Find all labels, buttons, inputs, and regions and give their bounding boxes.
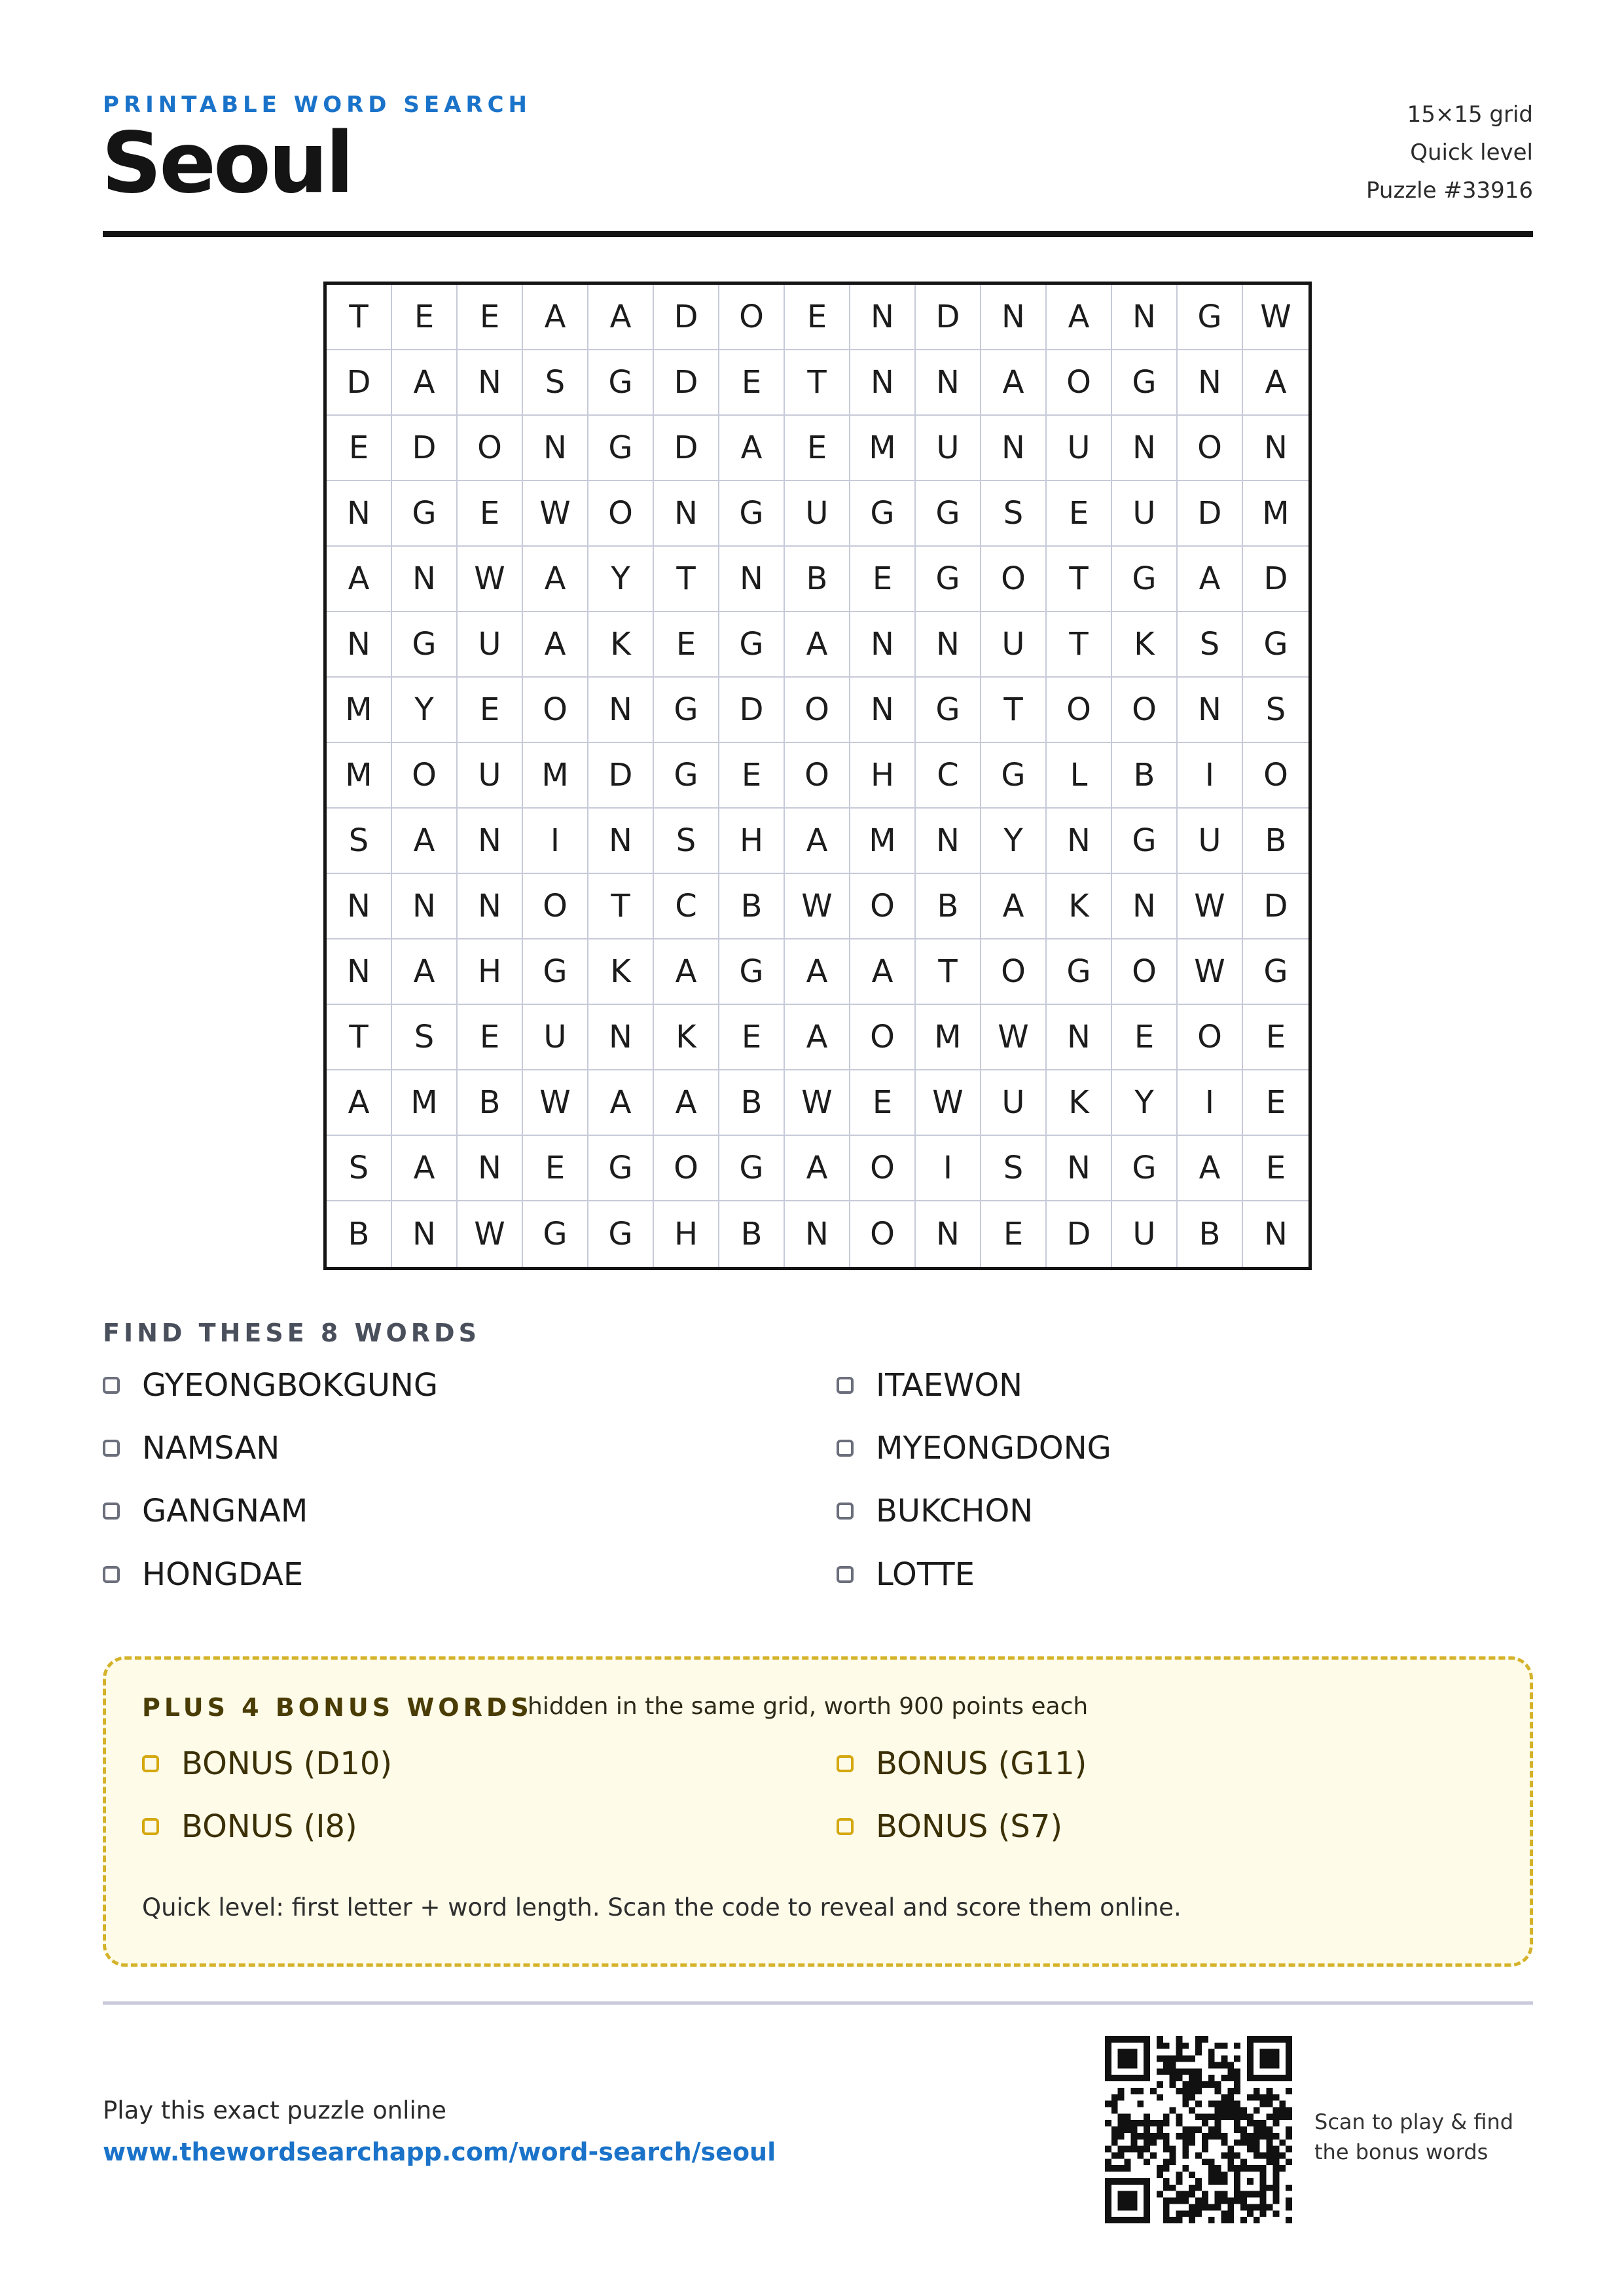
checkbox-icon[interactable] — [837, 1818, 854, 1835]
grid-cell[interactable]: N — [588, 678, 654, 743]
grid-cell[interactable]: O — [1047, 678, 1112, 743]
grid-cell[interactable]: D — [1243, 874, 1308, 939]
grid-cell[interactable]: E — [654, 612, 719, 678]
grid-cell[interactable]: E — [1243, 1070, 1308, 1136]
grid-cell[interactable]: B — [916, 874, 981, 939]
grid-cell[interactable]: N — [1178, 350, 1243, 416]
grid-cell[interactable]: T — [327, 285, 392, 350]
grid-cell[interactable]: O — [458, 416, 523, 481]
scan-line-1: Scan to play & find — [1314, 2109, 1514, 2134]
grid-cell[interactable]: E — [523, 1136, 588, 1201]
word-item[interactable] — [103, 1430, 280, 1467]
grid-cell[interactable]: G — [588, 350, 654, 416]
grid-cell[interactable]: N — [1047, 1005, 1112, 1070]
grid-cell[interactable]: A — [981, 350, 1047, 416]
grid-cell[interactable]: G — [719, 939, 785, 1005]
word-label: MYEONGDONG — [876, 1430, 1111, 1467]
checkbox-icon[interactable] — [103, 1440, 120, 1457]
grid-cell[interactable]: O — [850, 1005, 916, 1070]
grid-cell[interactable]: N — [458, 809, 523, 874]
grid-cell[interactable]: C — [654, 874, 719, 939]
grid-cell[interactable]: D — [654, 285, 719, 350]
grid-cell[interactable]: B — [785, 547, 850, 612]
grid-cell[interactable]: N — [916, 612, 981, 678]
grid-cell[interactable]: U — [1112, 1201, 1178, 1267]
grid-cell[interactable]: U — [981, 612, 1047, 678]
grid-cell[interactable]: B — [719, 1070, 785, 1136]
grid-cell[interactable]: E — [458, 1005, 523, 1070]
grid-cell[interactable]: N — [785, 1201, 850, 1267]
grid-cell[interactable]: A — [523, 547, 588, 612]
grid-cell[interactable]: E — [1243, 1005, 1308, 1070]
grid-cell[interactable]: N — [458, 1136, 523, 1201]
grid-cell[interactable]: G — [916, 547, 981, 612]
grid-cell[interactable]: K — [1112, 612, 1178, 678]
grid-cell[interactable]: B — [1243, 809, 1308, 874]
grid-cell[interactable]: N — [392, 1201, 458, 1267]
word-label: HONGDAE — [142, 1556, 304, 1593]
grid-cell[interactable]: A — [327, 547, 392, 612]
word-label: BUKCHON — [876, 1493, 1034, 1529]
bonus-subtitle: hidden in the same grid, worth 900 points each — [528, 1693, 1089, 1720]
grid-cell[interactable]: N — [392, 547, 458, 612]
grid-cell[interactable]: G — [654, 743, 719, 809]
grid-cell[interactable]: O — [523, 678, 588, 743]
grid-cell[interactable]: E — [981, 1201, 1047, 1267]
word-list-heading: FIND THESE 8 WORDS — [103, 1319, 480, 1347]
grid-cell[interactable]: E — [1112, 1005, 1178, 1070]
grid-cell[interactable]: N — [1243, 416, 1308, 481]
grid-cell[interactable]: B — [458, 1070, 523, 1136]
grid-cell[interactable]: D — [654, 350, 719, 416]
word-item[interactable] — [103, 1493, 308, 1529]
checkbox-icon[interactable] — [103, 1503, 120, 1520]
scan-instructions — [1314, 2107, 1513, 2167]
grid-cell[interactable]: S — [327, 809, 392, 874]
grid-cell[interactable]: G — [916, 678, 981, 743]
grid-cell[interactable]: E — [327, 416, 392, 481]
grid-cell[interactable]: G — [850, 481, 916, 547]
page-title: Seoul — [101, 115, 352, 212]
grid-cell[interactable]: N — [1047, 809, 1112, 874]
grid-cell[interactable]: W — [458, 1201, 523, 1267]
grid-cell[interactable]: S — [981, 1136, 1047, 1201]
grid-size-label: 15×15 grid — [1407, 101, 1533, 128]
grid-cell[interactable]: A — [1178, 547, 1243, 612]
grid-cell[interactable]: E — [850, 547, 916, 612]
grid-cell[interactable]: O — [785, 743, 850, 809]
grid-cell[interactable]: G — [916, 481, 981, 547]
grid-cell[interactable]: U — [1178, 809, 1243, 874]
grid-cell[interactable]: M — [523, 743, 588, 809]
checkbox-icon[interactable] — [837, 1440, 854, 1457]
grid-cell[interactable]: I — [1178, 1070, 1243, 1136]
grid-cell[interactable]: K — [1047, 1070, 1112, 1136]
grid-cell[interactable]: M — [392, 1070, 458, 1136]
grid-cell[interactable]: A — [785, 809, 850, 874]
word-label: GANGNAM — [142, 1493, 308, 1529]
grid-cell[interactable]: D — [327, 350, 392, 416]
grid-cell[interactable]: G — [719, 1136, 785, 1201]
grid-cell[interactable]: N — [1112, 416, 1178, 481]
grid-cell[interactable]: G — [1112, 547, 1178, 612]
grid-cell[interactable]: N — [850, 678, 916, 743]
grid-cell[interactable]: N — [654, 481, 719, 547]
grid-cell[interactable]: A — [327, 1070, 392, 1136]
grid-cell[interactable]: G — [1112, 1136, 1178, 1201]
grid-cell[interactable]: Y — [981, 809, 1047, 874]
grid-cell[interactable]: E — [392, 285, 458, 350]
grid-cell[interactable]: G — [719, 481, 785, 547]
grid-cell[interactable]: D — [1243, 547, 1308, 612]
grid-cell[interactable]: K — [654, 1005, 719, 1070]
grid-cell[interactable]: E — [458, 481, 523, 547]
grid-cell[interactable]: N — [981, 416, 1047, 481]
checkbox-icon[interactable] — [837, 1755, 854, 1772]
grid-cell[interactable]: U — [981, 1070, 1047, 1136]
grid-cell[interactable]: U — [523, 1005, 588, 1070]
grid-cell[interactable]: O — [1178, 416, 1243, 481]
grid-cell[interactable]: N — [916, 809, 981, 874]
grid-cell[interactable]: T — [588, 874, 654, 939]
bonus-item[interactable] — [837, 1808, 1062, 1845]
grid-cell[interactable]: U — [1112, 481, 1178, 547]
grid-cell[interactable]: N — [327, 612, 392, 678]
qr-code-icon[interactable] — [1105, 2036, 1292, 2223]
grid-cell[interactable]: Y — [588, 547, 654, 612]
grid-cell[interactable]: H — [719, 809, 785, 874]
grid-cell[interactable]: T — [1047, 612, 1112, 678]
grid-cell[interactable]: O — [392, 743, 458, 809]
grid-cell[interactable]: M — [327, 743, 392, 809]
grid-cell[interactable]: O — [1112, 939, 1178, 1005]
grid-cell[interactable]: C — [916, 743, 981, 809]
grid-cell[interactable]: O — [850, 1201, 916, 1267]
level-label: Quick level — [1410, 139, 1533, 166]
grid-cell[interactable]: W — [523, 481, 588, 547]
checkbox-icon[interactable] — [103, 1566, 120, 1583]
grid-cell[interactable]: A — [588, 285, 654, 350]
grid-cell[interactable]: A — [523, 612, 588, 678]
grid-cell[interactable]: O — [1178, 1005, 1243, 1070]
grid-cell[interactable]: E — [458, 285, 523, 350]
grid-cell[interactable]: E — [785, 285, 850, 350]
grid-cell[interactable]: D — [1047, 1201, 1112, 1267]
grid-cell[interactable]: O — [785, 678, 850, 743]
grid-cell[interactable]: N — [1178, 678, 1243, 743]
grid-cell[interactable]: G — [1178, 285, 1243, 350]
grid-cell[interactable]: N — [916, 1201, 981, 1267]
grid-cell[interactable]: N — [981, 285, 1047, 350]
grid-cell[interactable]: A — [850, 939, 916, 1005]
grid-cell[interactable]: W — [523, 1070, 588, 1136]
grid-cell[interactable]: G — [392, 481, 458, 547]
grid-cell[interactable]: U — [1047, 416, 1112, 481]
grid-cell[interactable]: K — [588, 612, 654, 678]
grid-cell[interactable]: N — [523, 416, 588, 481]
bonus-item[interactable] — [142, 1808, 357, 1845]
grid-cell[interactable]: I — [523, 809, 588, 874]
grid-cell[interactable]: O — [981, 939, 1047, 1005]
grid-cell[interactable]: O — [719, 285, 785, 350]
grid-cell[interactable]: M — [850, 809, 916, 874]
grid-cell[interactable]: G — [392, 612, 458, 678]
grid-cell[interactable]: W — [981, 1005, 1047, 1070]
checkbox-icon[interactable] — [142, 1755, 159, 1772]
checkbox-icon[interactable] — [103, 1377, 120, 1394]
grid-cell[interactable]: G — [719, 612, 785, 678]
grid-cell[interactable]: S — [1178, 612, 1243, 678]
bonus-label: BONUS (G11) — [876, 1745, 1087, 1782]
grid-cell[interactable]: W — [1178, 939, 1243, 1005]
word-item[interactable] — [837, 1367, 1022, 1404]
bonus-note: Quick level: first letter + word length. Scan the code to reveal and score them online. — [142, 1893, 1182, 1922]
grid-cell[interactable]: N — [916, 350, 981, 416]
grid-cell[interactable]: D — [392, 416, 458, 481]
grid-cell[interactable]: B — [1178, 1201, 1243, 1267]
grid-cell[interactable]: U — [458, 612, 523, 678]
checkbox-icon[interactable] — [837, 1377, 854, 1394]
word-item[interactable] — [837, 1556, 975, 1593]
grid-cell[interactable]: M — [916, 1005, 981, 1070]
grid-cell[interactable]: D — [588, 743, 654, 809]
grid-cell[interactable]: A — [392, 939, 458, 1005]
grid-cell[interactable]: A — [392, 350, 458, 416]
grid-cell[interactable]: B — [719, 1201, 785, 1267]
grid-cell[interactable]: N — [458, 874, 523, 939]
footer-divider — [103, 2001, 1533, 2005]
grid-cell[interactable]: K — [1047, 874, 1112, 939]
grid-cell[interactable]: A — [785, 939, 850, 1005]
grid-cell[interactable]: T — [327, 1005, 392, 1070]
grid-cell[interactable]: N — [1264, 1216, 1288, 1252]
grid-cell[interactable]: B — [327, 1201, 392, 1267]
grid-cell[interactable]: U — [916, 416, 981, 481]
grid-cell[interactable]: Y — [1112, 1070, 1178, 1136]
grid-cell[interactable]: N — [1047, 1136, 1112, 1201]
grid-cell[interactable]: D — [719, 678, 785, 743]
word-label: NAMSAN — [142, 1430, 280, 1467]
grid-cell[interactable]: O — [588, 481, 654, 547]
grid-cell[interactable]: G — [654, 678, 719, 743]
bonus-item[interactable] — [142, 1745, 392, 1782]
word-search-grid — [323, 282, 1312, 1270]
grid-cell[interactable]: E — [850, 1070, 916, 1136]
grid-cell[interactable]: S — [1243, 678, 1308, 743]
grid-cell[interactable]: N — [588, 1005, 654, 1070]
grid-cell[interactable]: A — [785, 1005, 850, 1070]
grid-cell[interactable]: M — [850, 416, 916, 481]
grid-cell[interactable]: O — [850, 874, 916, 939]
puzzle-meta — [1366, 96, 1533, 210]
checkbox-icon[interactable] — [837, 1503, 854, 1520]
grid-cell[interactable]: G — [1243, 939, 1308, 1005]
grid-cell[interactable]: O — [1047, 350, 1112, 416]
grid-cell[interactable]: G — [1112, 350, 1178, 416]
grid-cell[interactable]: E — [1047, 481, 1112, 547]
grid-cell[interactable]: N — [850, 612, 916, 678]
grid-cell[interactable]: D — [916, 285, 981, 350]
grid-cell[interactable]: N — [850, 350, 916, 416]
grid-cell[interactable]: T — [916, 939, 981, 1005]
grid-cell[interactable]: A — [588, 1070, 654, 1136]
grid-cell[interactable]: G — [981, 743, 1047, 809]
grid-cell[interactable]: A — [654, 1070, 719, 1136]
grid-cell[interactable]: E — [719, 743, 785, 809]
grid-cell[interactable]: Y — [392, 678, 458, 743]
grid-cell[interactable]: G — [1243, 612, 1308, 678]
grid-cell[interactable]: O — [981, 547, 1047, 612]
grid-cell[interactable]: A — [523, 285, 588, 350]
grid-cell[interactable]: I — [916, 1136, 981, 1201]
grid-cell[interactable]: W — [458, 547, 523, 612]
grid-cell[interactable]: T — [1047, 547, 1112, 612]
grid-cell[interactable]: H — [654, 1201, 719, 1267]
grid-cell[interactable]: T — [981, 678, 1047, 743]
grid-cell[interactable]: S — [654, 809, 719, 874]
grid-cell[interactable]: O — [850, 1136, 916, 1201]
grid-cell[interactable]: E — [785, 416, 850, 481]
bonus-label: BONUS (D10) — [181, 1745, 393, 1782]
grid-cell[interactable]: A — [1178, 1136, 1243, 1201]
grid-cell[interactable]: W — [785, 1070, 850, 1136]
grid-cell[interactable]: S — [327, 1136, 392, 1201]
grid-cell[interactable]: U — [458, 743, 523, 809]
puzzle-url-link[interactable]: www.thewordsearchapp.com/word-search/seoul — [103, 2138, 776, 2166]
grid-cell[interactable]: A — [785, 1136, 850, 1201]
grid-cell[interactable]: W — [916, 1070, 981, 1136]
grid-cell[interactable]: B — [1112, 743, 1178, 809]
grid-cell[interactable]: A — [1047, 285, 1112, 350]
bonus-heading: PLUS 4 BONUS WORDS — [142, 1693, 533, 1722]
grid-cell[interactable]: S — [523, 350, 588, 416]
grid-cell[interactable]: A — [719, 416, 785, 481]
grid-cell[interactable]: N — [850, 285, 916, 350]
grid-cell[interactable]: N — [392, 874, 458, 939]
grid-cell[interactable]: N — [327, 481, 392, 547]
word-item[interactable] — [837, 1430, 1111, 1467]
grid-cell[interactable]: A — [392, 1136, 458, 1201]
bonus-label: BONUS (I8) — [181, 1808, 357, 1845]
grid-cell[interactable]: S — [981, 481, 1047, 547]
grid-cell[interactable]: W — [1178, 874, 1243, 939]
grid-cell[interactable]: G — [588, 1201, 654, 1267]
header-kicker: PRINTABLE WORD SEARCH — [103, 92, 532, 118]
bonus-label: BONUS (S7) — [876, 1808, 1063, 1845]
checkbox-icon[interactable] — [142, 1818, 159, 1835]
grid-cell[interactable]: W — [1243, 285, 1308, 350]
grid-cell[interactable]: B — [719, 874, 785, 939]
grid-cell[interactable]: A — [981, 874, 1047, 939]
grid-cell[interactable]: O — [1112, 678, 1178, 743]
word-item[interactable] — [837, 1493, 1033, 1529]
grid-cell[interactable]: E — [458, 678, 523, 743]
puzzle-number-label: Puzzle #33916 — [1366, 177, 1533, 204]
grid-cell[interactable]: M — [1243, 481, 1308, 547]
word-item[interactable] — [103, 1367, 438, 1404]
grid-cell[interactable]: W — [785, 874, 850, 939]
grid-cell[interactable]: N — [719, 547, 785, 612]
grid-cell[interactable]: N — [327, 939, 392, 1005]
grid-cell[interactable]: N — [1112, 285, 1178, 350]
word-label: LOTTE — [876, 1556, 975, 1593]
grid-cell[interactable]: S — [392, 1005, 458, 1070]
scan-line-2: the bonus words — [1314, 2140, 1489, 2164]
grid-cell[interactable]: O — [654, 1136, 719, 1201]
grid-cell[interactable]: A — [1243, 350, 1308, 416]
grid-cell[interactable]: G — [1112, 809, 1178, 874]
grid-cell[interactable]: A — [785, 612, 850, 678]
grid-cell[interactable]: T — [785, 350, 850, 416]
grid-cell[interactable]: O — [1243, 743, 1308, 809]
word-label: ITAEWON — [876, 1367, 1023, 1404]
grid-cell[interactable]: D — [654, 416, 719, 481]
play-online-text: Play this exact puzzle online — [103, 2096, 446, 2124]
grid-cell[interactable]: L — [1047, 743, 1112, 809]
grid-cell[interactable]: K — [588, 939, 654, 1005]
grid-cell[interactable]: I — [1178, 743, 1243, 809]
checkbox-icon[interactable] — [837, 1566, 854, 1583]
grid-cell[interactable]: U — [785, 481, 850, 547]
grid-cell[interactable]: D — [1178, 481, 1243, 547]
grid-cell[interactable]: E — [719, 1005, 785, 1070]
grid-cell[interactable]: H — [850, 743, 916, 809]
grid-cell[interactable]: A — [654, 939, 719, 1005]
word-item[interactable] — [103, 1556, 303, 1593]
grid-cell[interactable]: N — [458, 350, 523, 416]
grid-cell[interactable]: H — [458, 939, 523, 1005]
grid-cell[interactable]: N — [1112, 874, 1178, 939]
grid-cell[interactable]: G — [588, 1136, 654, 1201]
grid-cell[interactable]: E — [719, 350, 785, 416]
grid-cell[interactable]: N — [588, 809, 654, 874]
grid-cell[interactable]: N — [327, 874, 392, 939]
grid-cell[interactable]: E — [1243, 1136, 1308, 1201]
grid-cell[interactable]: G — [588, 416, 654, 481]
grid-cell[interactable]: G — [523, 1201, 588, 1267]
grid-cell[interactable]: O — [523, 874, 588, 939]
header-divider — [103, 231, 1533, 237]
grid-cell[interactable]: T — [654, 547, 719, 612]
grid-cell[interactable]: A — [392, 809, 458, 874]
grid-cell[interactable]: G — [523, 939, 588, 1005]
word-label: GYEONGBOKGUNG — [142, 1367, 439, 1404]
bonus-item[interactable] — [837, 1745, 1087, 1782]
grid-cell[interactable]: G — [1047, 939, 1112, 1005]
grid-cell[interactable]: M — [327, 678, 392, 743]
